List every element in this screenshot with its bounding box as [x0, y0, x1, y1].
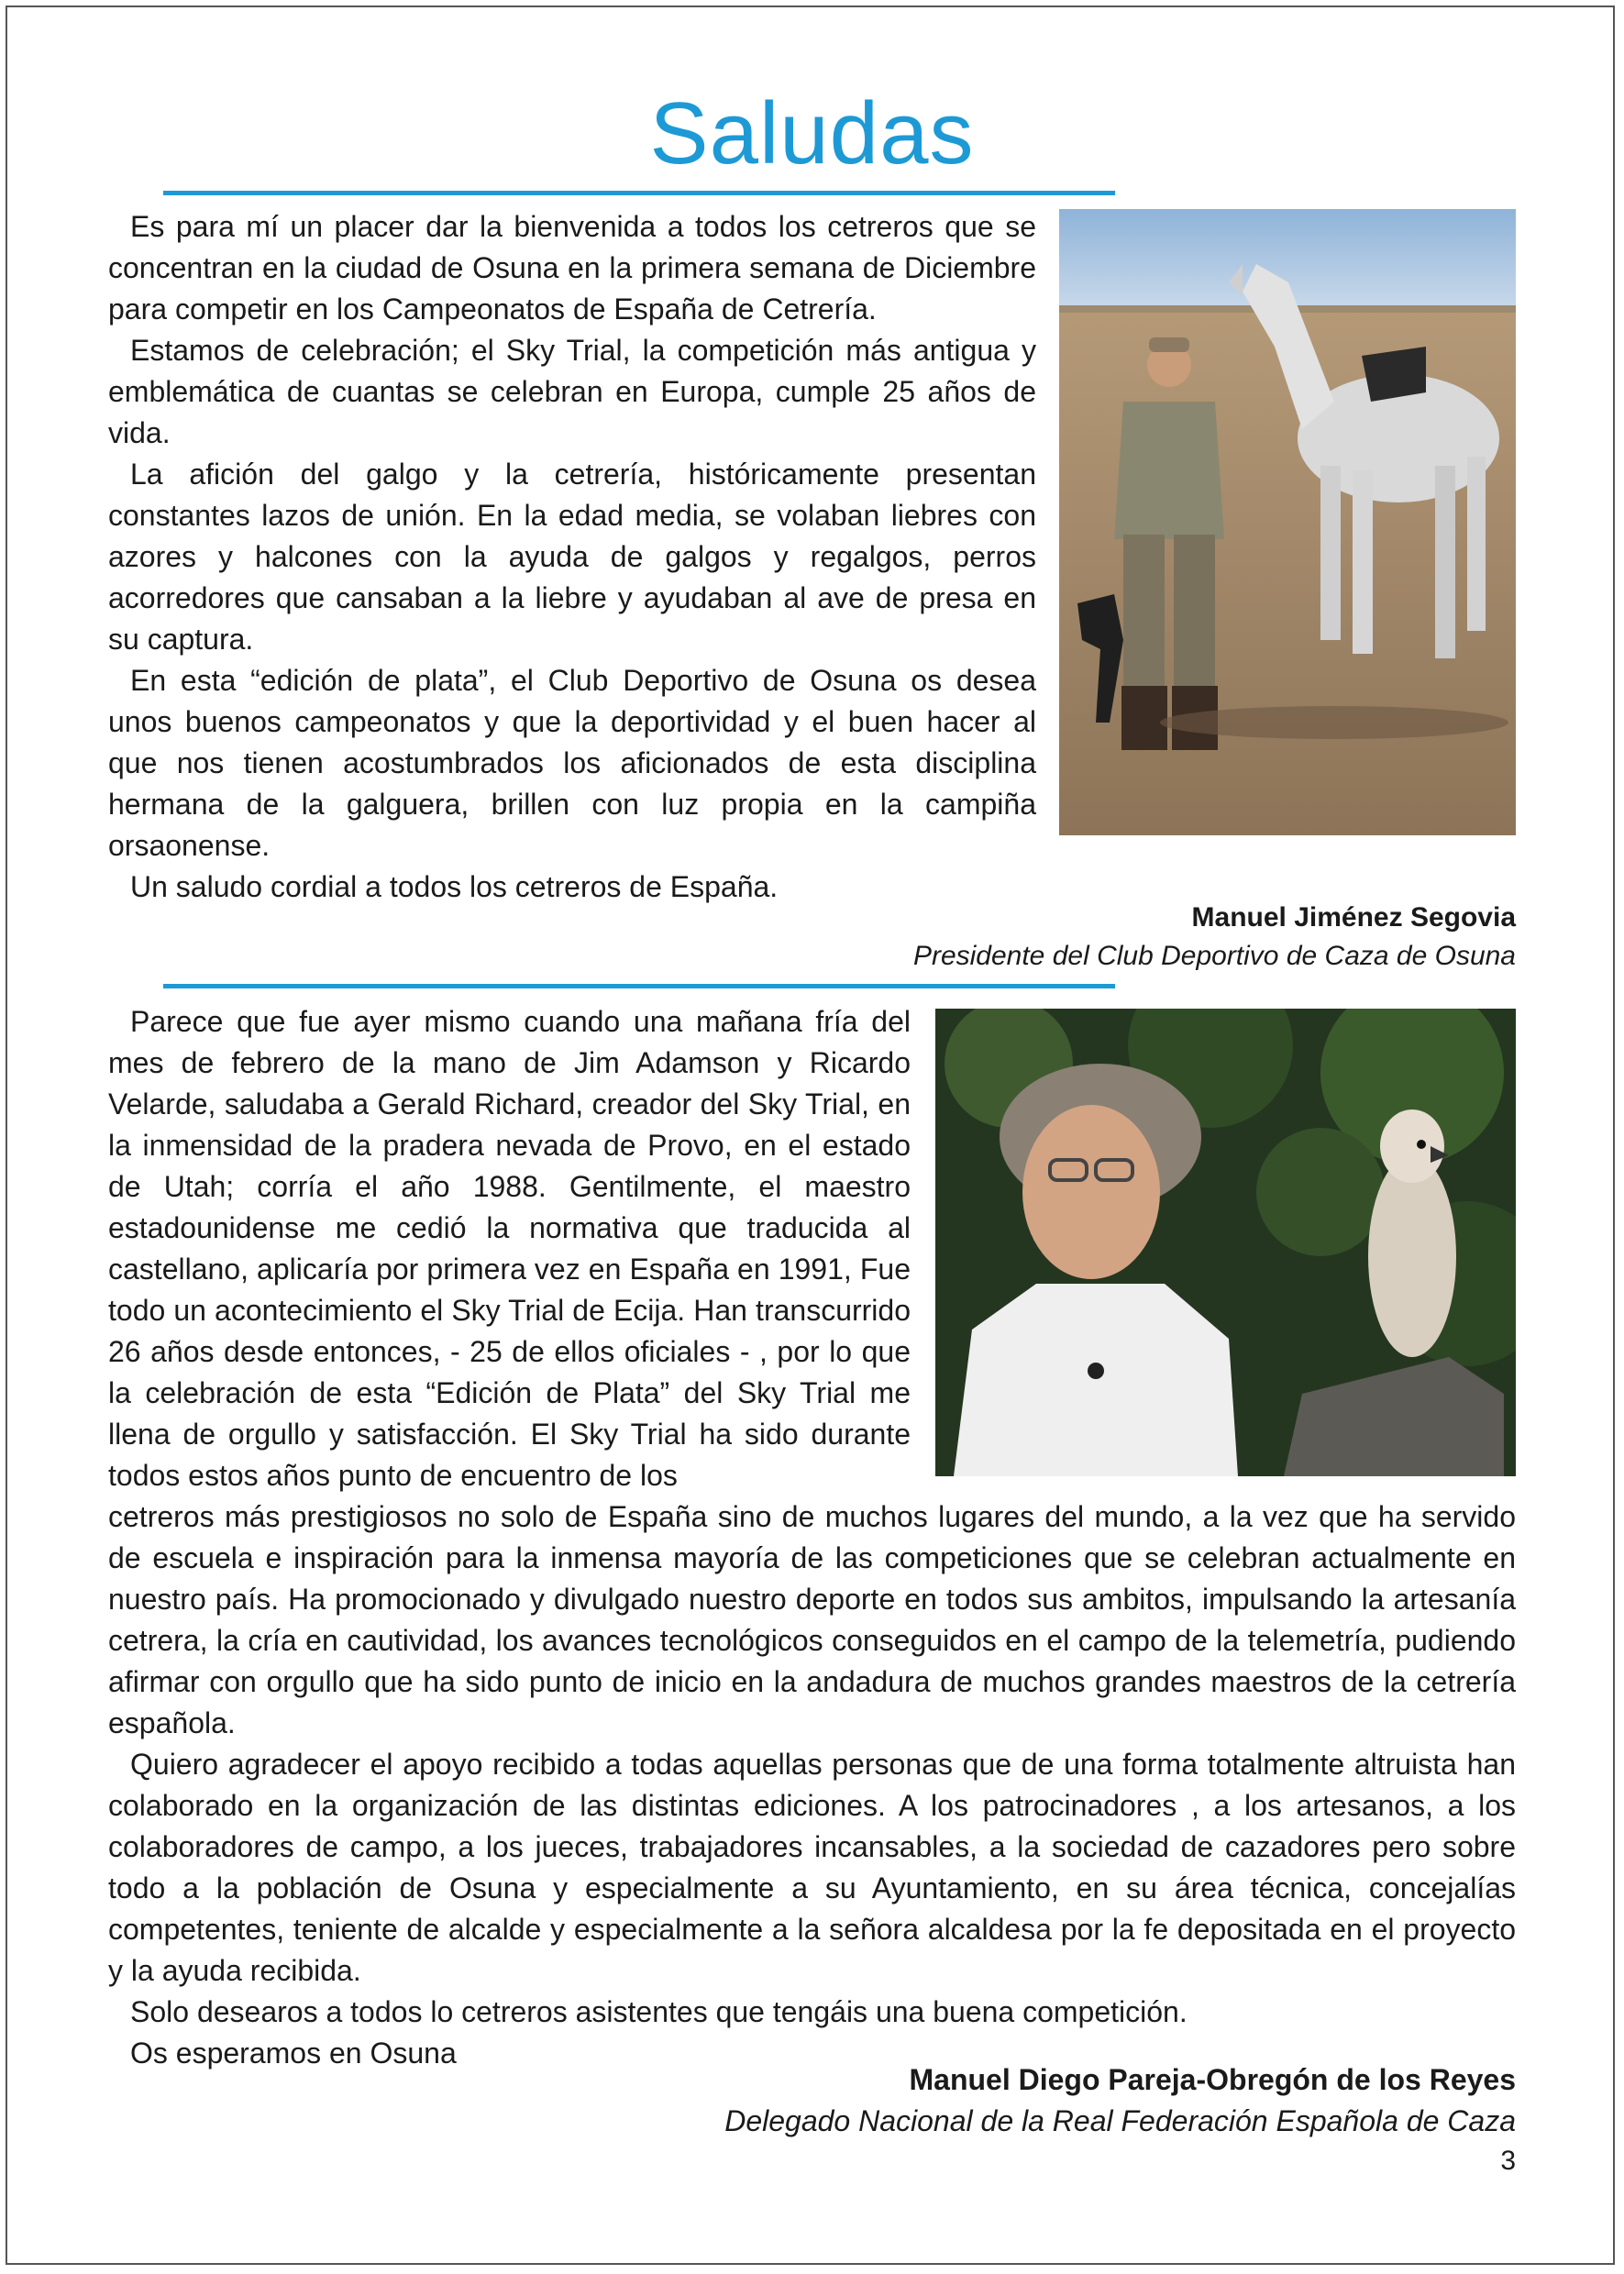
section2-paragraph: Quiero agradecer el apoyo recibido a todas aquellas personas que de una forma totalmente altruista han colaborado en la organización de las distintas ediciones. A los patrocinadores , a los artesanos, a los colaboradores de campo, a los jueces, trabajadores incansables, a la sociedad de cazadores pero sobre todo a la población de Osuna y especialmente a su Ayuntamiento, en su área técnica, concejalías competentes, teniente de alcalde y especialmente a la señora alcaldesa por la fe depositada en el proyecto y la ayuda recibida. [108, 1748, 1516, 1987]
signature-name: Manuel Jiménez Segovia [1191, 902, 1516, 933]
signature-block-1 [913, 899, 1516, 976]
section1-paragraph: Un saludo cordial a todos los cetreros de España. [130, 870, 779, 903]
signature-name: Manuel Diego Pareja-Obregón de los Reyes [909, 2063, 1516, 2096]
signature-role: Presidente del Club Deportivo de Caza de Osuna [912, 941, 1516, 971]
section2-paragraph: Parece que fue ayer mismo cuando una mañana fría del mes de febrero de la mano de Jim Adamson y Ricardo Velarde, saludaba a Gerald Richard, creador del Sky Trial, en la inmensidad de la pradera nevada de Provo, en el estado de Utah; corría el año 1988. Gentilmente, el maestro estadounidense me cedió la normativa que traducida al castellano, aplicaría por primera vez en España en 1991, Fue todo un acontecimiento el Sky Trial de Ecija. Han transcurrido 26 años desde entonces, - 25 de ellos oficiales - , por lo que la celebración de esta “Edición de Plata” del Sky Trial me llena de orgullo y satisfacción. El Sky Trial ha sido durante todos estos años punto de encuentro de los [108, 1005, 911, 1492]
section2-paragraph: Os esperamos en Osuna [130, 2037, 457, 2070]
photo-man-horse-greyhound [1059, 209, 1516, 835]
section1-paragraph: Estamos de celebración; el Sky Trial, la competición más antigua y emblemática de cuantas se celebran en Europa, cumple 25 años de vida. [108, 334, 1036, 449]
section-divider [163, 984, 1115, 988]
section1-paragraph: La afición del galgo y la cetrería, históricamente presentan constantes lazos de unión. En la edad media, se volaban liebres con azores y halcones con la ayuda de galgos y regalgos, perros acorredores que cansaban a la liebre y ayudaban al ave de presa en su captura. [108, 458, 1036, 656]
section2-paragraph: Solo desearos a todos lo cetreros asistentes que tengáis una buena competición. [130, 1995, 1188, 2028]
page-number: 3 [1500, 2146, 1516, 2176]
section1-paragraph: En esta “edición de plata”, el Club Deportivo de Osuna os desea unos buenos campeonatos y que la deportividad y el buen hacer al que nos tienen acostumbrados los aficionados de esta disciplina hermana de la galguera, brillen con luz propia en la campiña orsaonense. [108, 664, 1036, 862]
photo-man-falcon [935, 1009, 1516, 1476]
title-underline [163, 191, 1115, 195]
signature-block-2 [724, 2059, 1516, 2142]
section2-text-bottom [108, 1496, 1516, 2074]
signature-role: Delegado Nacional de la Real Federación Española de Caza [724, 2104, 1516, 2137]
section2-text-top [108, 1001, 911, 1496]
section2-paragraph-continued: cetreros más prestigiosos no solo de España sino de muchos lugares del mundo, a la vez que ha servido de escuela e inspiración para la inmensa mayoría de las competiciones que se celebran actualmente en nuestro país. Ha promocionado y divulgado nuestro deporte en todos sus ambitos, impulsando la artesanía cetrera, la cría en cautividad, los avances tecnológicos conseguidos en el campo de la telemetría, pudiendo afirmar con orgullo que ha sido punto de inicio en la andadura de muchos grandes maestros de la cetrería española. [108, 1500, 1516, 1739]
page-title: Saludas [649, 84, 975, 182]
section1-text [108, 206, 1036, 908]
section1-paragraph: Es para mí un placer dar la bienvenida a todos los cetreros que se concentran en la ciudad de Osuna en la primera semana de Diciembre para competir en los Campeonatos de España de Cetrería. [108, 210, 1036, 326]
